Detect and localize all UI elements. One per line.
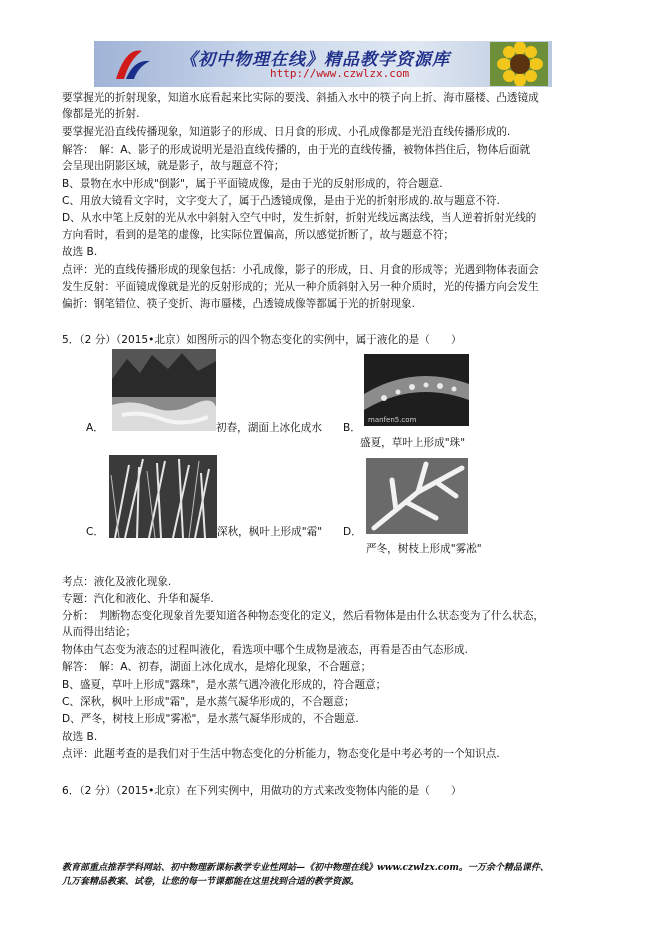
option-a-letter: A． <box>86 422 104 434</box>
analysis-line: 故选 B. <box>62 731 98 743</box>
analysis-line: 考点：液化及液化现象. <box>62 576 172 588</box>
analysis-line: 解答： 解：A、初春，湖面上冰化成水，是熔化现象，不合题意； <box>62 661 372 673</box>
text-line: 解答： 解：A、影子的形成说明光是沿直线传播的，由于光的直线传播，被物体挡住后，物体后面就 <box>62 144 531 156</box>
text-line: 要掌握光的折射现象，知道水底看起来比实际的要浅、斜插入水中的筷子向上折、海市蜃楼、凸透镜成 <box>62 92 539 104</box>
logo-icon <box>112 45 152 83</box>
text-line: B、景物在水中形成"倒影"，属于平面镜成像，是由于光的反射形成的，符合题意. <box>62 178 443 190</box>
option-c-caption: 深秋，枫叶上形成"霜" <box>217 526 323 538</box>
text-line: 发生反射：平面镜成像就是光的反射形成的；光从一种介质斜射入另一种介质时，光的传播方向会发生 <box>62 281 539 293</box>
banner-url[interactable]: http://www.czwlzx.com <box>270 67 410 80</box>
analysis-line: C、深秋，枫叶上形成"霜"，是水蒸气凝华形成的，不合题意； <box>62 696 355 708</box>
text-line: 像都是光的折射. <box>62 108 140 120</box>
text-line: 方向看时，看到的是笔的虚像，比实际位置偏高，所以感觉折断了，故与题意不符； <box>62 229 454 241</box>
text-line: D、从水中笔上反射的光从水中斜射入空气中时，发生折射，折射光线远离法线，当人逆着折射光线的 <box>62 212 537 224</box>
option-a-photo <box>112 349 216 431</box>
option-b-caption: 盛夏，草叶上形成"珠" <box>360 437 466 449</box>
option-b-letter: B． <box>343 422 361 434</box>
banner-title: 《初中物理在线》精品教学资源库 <box>180 50 450 70</box>
option-c-photo <box>109 455 217 538</box>
text-line: C、用放大镜看文字时，文字变大了，属于凸透镜成像，是由于光的折射形成的.故与题意不符. <box>62 195 500 207</box>
option-d-letter: D． <box>343 526 362 538</box>
text-line: 故选 B. <box>62 246 98 258</box>
text-line: 会呈现出阴影区域，就是影子，故与题意不符； <box>62 160 285 172</box>
analysis-line: 从而得出结论； <box>62 626 137 638</box>
analysis-line: 物体由气态变为液态的过程叫液化，看选项中哪个生成物是液态，再看是否由气态形成. <box>62 644 468 656</box>
text-line: 点评：光的直线传播形成的现象包括：小孔成像，影子的形成，日、月食的形成等；光遇到物体表面会 <box>62 264 539 276</box>
analysis-line: B、盛夏，草叶上形成"露珠"，是水蒸气遇冷液化形成的，符合题意； <box>62 679 387 691</box>
option-d-caption: 严冬，树枝上形成"雾凇" <box>366 543 482 555</box>
sunflower-icon <box>490 42 548 86</box>
question-5-stem: 5．（2 分）（2015•北京）如图所示的四个物态变化的实例中，属于液化的是（ ） <box>62 334 462 346</box>
footer-line: 教育部重点推荐学科网站、初中物理新课标教学专业性网站—《初中物理在线》www.czwlzx.com。一万余个精品课件、 <box>62 863 549 873</box>
analysis-line: 专题：汽化和液化、升华和凝华. <box>62 593 214 605</box>
header-banner <box>94 41 552 87</box>
question-6-stem: 6．（2 分）（2015•北京）在下列实例中，用做功的方式来改变物体内能的是（ ） <box>62 785 462 797</box>
analysis-line: D、严冬，树枝上形成"雾凇"，是水蒸气凝华形成的，不合题意. <box>62 713 359 725</box>
analysis-line: 分析： 判断物态变化现象首先要知道各种物态变化的定义，然后看物体是由什么状态变为了什么状态， <box>62 610 545 622</box>
text-line: 偏折：钢笔错位、筷子变折、海市蜃楼，凸透镜成像等都属于光的折射现象. <box>62 298 415 310</box>
option-d-photo <box>366 458 468 534</box>
option-b-watermark: manfen5.com <box>368 416 417 424</box>
analysis-line: 点评：此题考查的是我们对于生活中物态变化的分析能力，物态变化是中考必考的一个知识点. <box>62 748 500 760</box>
footer-line: 几万套精品教案、试卷，让您的每一节课都能在这里找到合适的教学资源。 <box>62 877 360 887</box>
text-line: 要掌握光沿直线传播现象，知道影子的形成、日月食的形成、小孔成像都是光沿直线传播形成的. <box>62 126 511 138</box>
option-b-photo <box>364 354 469 426</box>
option-c-letter: C． <box>86 526 104 538</box>
option-a-caption: 初春，湖面上冰化成水 <box>216 422 322 434</box>
